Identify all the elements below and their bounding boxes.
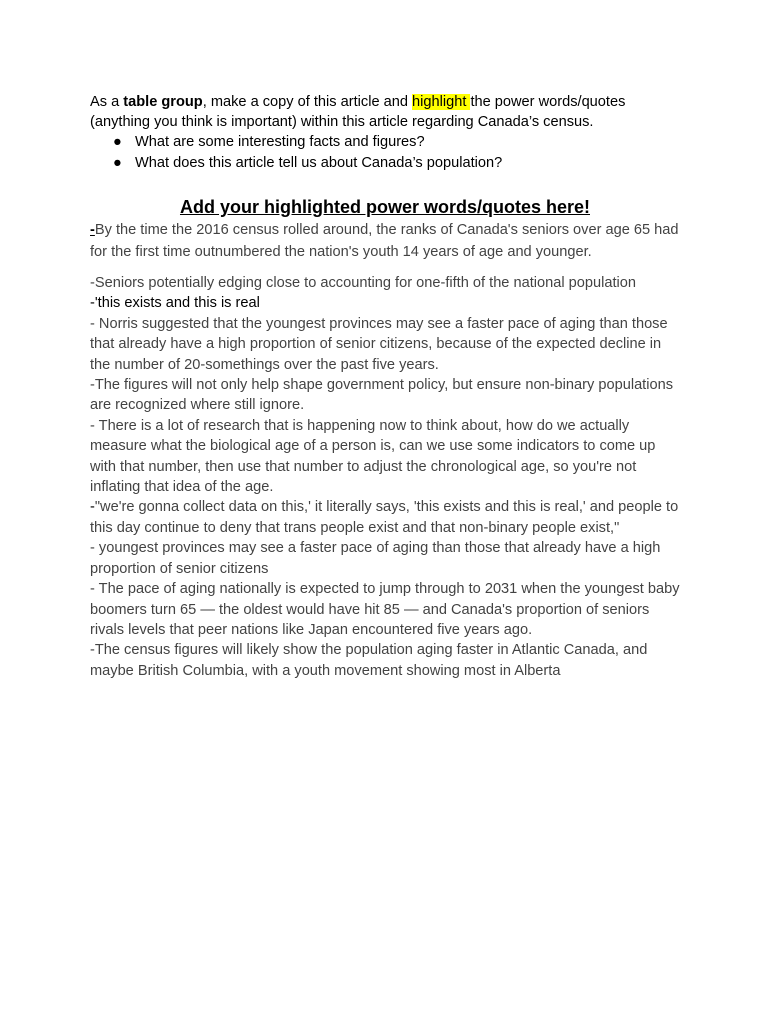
quote-paragraph: - Norris suggested that the youngest provinces may see a faster pace of aging than those that already have a high proportion of senior citizens, because of the expected decline in the number of 20-somethings over the past five years. [90, 315, 668, 373]
quote-paragraph [90, 497, 680, 538]
quote-paragraph: -'this exists and this is real [90, 295, 260, 312]
quote-paragraph: - youngest provinces may see a faster pace of aging than those that already have a high proportion of senior citizens [90, 540, 661, 577]
intro-middle: , make a copy of this article and [202, 94, 413, 110]
intro-bold-text: table group [123, 94, 203, 110]
highlighted-word: highlight [412, 94, 471, 110]
quote-paragraph: -The census figures will likely show the population aging faster in Atlantic Canada, and maybe British Columbia, with a youth movement showing most in Alberta [90, 642, 648, 679]
list-item-text: What are some interesting facts and figures? [135, 134, 425, 150]
quote-paragraph [90, 220, 680, 263]
document-page [90, 92, 680, 681]
quote-dash: - [90, 499, 95, 516]
list-item [90, 153, 680, 174]
section-heading: Add your highlighted power words/quotes here! [179, 197, 590, 217]
quotes-section [90, 220, 680, 681]
intro-suffix: the power words/quotes (anything you think is important) within this article regarding Canada’s census. [90, 94, 626, 130]
bullet-icon: ● [113, 134, 122, 150]
intro-prefix: As a [90, 94, 124, 110]
quote-paragraph: - There is a lot of research that is happening now to think about, how do we actually measure what the biological age of a person is, can we use some indicators to come up with that number, then use that number to adjust the chronological age, so you're not inflating that idea of the age. [90, 417, 656, 496]
quote-paragraph: -The figures will not only help shape government policy, but ensure non-binary populations are recognized where still ignore. [90, 377, 674, 414]
bullet-icon: ● [113, 155, 122, 171]
intro-paragraph [90, 92, 680, 132]
list-item [90, 132, 680, 153]
list-item-text: What does this article tell us about Canada’s population? [135, 155, 503, 171]
quote-text: By the time the 2016 census rolled around, the ranks of Canada's seniors over age 65 had for the first time outnumbered the nation's youth 14 years of age and younger. [90, 222, 679, 260]
quote-paragraph: - The pace of aging nationally is expected to jump through to 2031 when the youngest baby boomers turn 65 — the oldest would have hit 85 — and Canada's proportion of seniors rivals levels that peer nations like Japan encountered five years ago. [90, 581, 680, 638]
quote-paragraph: -Seniors potentially edging close to accounting for one-fifth of the national population [90, 275, 637, 291]
quote-dash: - [90, 222, 95, 238]
quote-text: "we're gonna collect data on this,' it literally says, 'this exists and this is real,' and people to this day continue to deny that trans people exist and that non-binary people exist," [90, 499, 679, 536]
question-list [90, 132, 680, 174]
paragraph-gap [90, 263, 680, 273]
